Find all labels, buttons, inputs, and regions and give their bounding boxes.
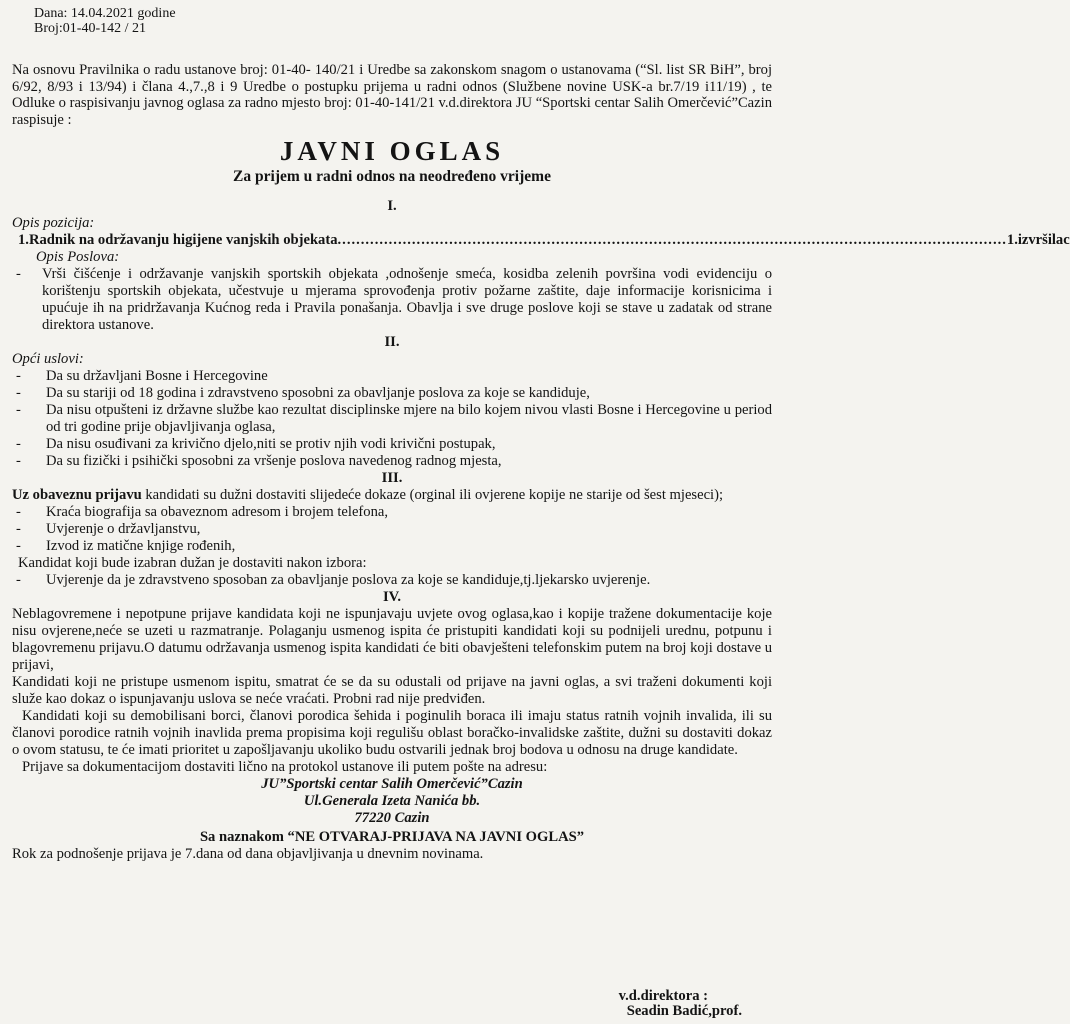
bullet-dash: - bbox=[16, 266, 21, 282]
list-item: - Da nisu osuđivani za krivično djelo,niti se protiv njih vodi krivični postupak, bbox=[12, 436, 772, 453]
intro-paragraph: Na osnovu Pravilnika o radu ustanove broj: 01-40- 140/21 i Uredbe sa zakonskom snagom o ustanovama (“Sl. list SR BiH”, broj 6/92, 8/93 i 13/94) i člana 4.,7.,8 i 9 Uredbe o postupku prijema u radni odnos (Službene novine USK-a br.7/19 i11/19) , te Odluke o raspisivanju javnog oglasa za radno mjesto broj: 01-40-141/21 v.d.direktora JU “Sportski centar Salih Omerčević”Cazin raspisuje : bbox=[12, 62, 772, 128]
position-name: Radnik na održavanju higijene vanjskih objekata bbox=[28, 232, 338, 248]
deadline-text: Rok za podnošenje prijava je 7.dana od dana objavljivanja u dnevnim novinama. bbox=[12, 846, 484, 862]
date-line: Dana: 14.04.2021 godine bbox=[34, 6, 176, 21]
list-item: - Da su državljani Bosne i Hercegovine bbox=[12, 368, 772, 385]
bullet-dash: - bbox=[16, 538, 21, 554]
bullet-dash: - bbox=[16, 521, 21, 537]
envelope-marking: Sa naznakom “NE OTVARAJ-PRIJAVA NA JAVNI OGLAS” bbox=[199, 829, 585, 845]
address-line-2: Ul.Generala Izeta Nanića bb. bbox=[303, 793, 481, 809]
list-item: - Da nisu otpušteni iz državne službe kao rezultat disciplinske mjere na bilo kojem nivou vlasti Bosne i Hercegovine u period od tri godine prije objavljivanja oglasa, bbox=[12, 402, 772, 436]
list-item: - Uvjerenje da je zdravstveno sposoban za obavljanje poslova za koje se kandiduje,tj.ljekarsko uvjerenje. bbox=[12, 572, 772, 589]
list-item: - Uvjerenje o državljanstvu, bbox=[12, 521, 772, 538]
section-4-heading: IV. bbox=[383, 589, 401, 605]
paragraph-delivery: Prijave sa dokumentacijom dostaviti lično na protokol ustanove ili putem pošte na adresu: bbox=[22, 759, 548, 775]
position-row bbox=[12, 232, 1070, 249]
documents-list bbox=[12, 504, 772, 555]
paragraph-applications: Neblagovremene i nepotpune prijave kandidata koji ne ispunjavaju uvjete ovog oglasa,kao i kopije tražene dokumentacije koje nisu ovjerene,neće se uzeti u razmatranje. Polaganju usmenog ispita će pristupiti kandidati koji su podnijeli urednu, potpunu i blagovremenu prijavu.O datumu održavanja usmenog ispita kandidati će biti obavješteni telefonskim putem na broj koji dostave u prijavi, bbox=[12, 606, 772, 673]
position-number: 1. bbox=[18, 232, 29, 248]
duties-label: Opis Poslova: bbox=[36, 249, 120, 265]
list-item: - Da su stariji od 18 godina i zdravstveno sposobni za obavljanje poslova za koje se kandiduje, bbox=[12, 385, 772, 402]
section-1-heading: I. bbox=[387, 198, 397, 214]
signature-role: v.d.direktora : bbox=[618, 988, 708, 1004]
general-conditions-label: Opći uslovi: bbox=[12, 351, 84, 367]
positions-label: Opis pozicija: bbox=[12, 215, 95, 231]
after-selection-list bbox=[12, 572, 772, 589]
duties-text: Vrši čišćenje i održavanje vanjskih sportskih objekata ,odnošenje smeća, kosidba zelenih površina vodi evidenciju o korištenju sportskih objekata, učestvuje u mjerama sprovođenja protiv požarne zaštite, daje informacije korisnicima i upućuje ih na pridržavanja Kućnog reda i Pravila ponašanja. Obavlja i sve druge poslove koji se stave u zadatak od strane direktora ustanove. bbox=[42, 266, 772, 333]
section-2-heading: II. bbox=[384, 334, 400, 350]
list-item: - Da su fizički i psihički sposobni za vršenje poslova navedenog radnog mjesta, bbox=[12, 453, 772, 470]
bullet-dash: - bbox=[16, 368, 21, 384]
general-conditions-list bbox=[12, 368, 772, 470]
bullet-dash: - bbox=[16, 402, 21, 418]
bullet-dash: - bbox=[16, 453, 21, 469]
bullet-dash: - bbox=[16, 385, 21, 401]
documents-lead bbox=[12, 487, 772, 504]
dot-leader: ................................................................................................................................................ bbox=[337, 232, 1007, 248]
address-line-3: 77220 Cazin bbox=[354, 810, 430, 826]
list-item: - Kraća biografija sa obaveznom adresom i brojem telefona, bbox=[12, 504, 772, 521]
document-title: JAVNI OGLAS bbox=[279, 136, 505, 166]
paragraph-oral-exam: Kandidati koji ne pristupe usmenom ispitu, smatrat će se da su odustali od prijave na javni oglas, a svi traženi dokumenti koji služe kao dokaz o ispunjavanju uslova se neće vraćati. Probni rad nije predviđen. bbox=[12, 674, 772, 707]
list-item: - Izvod iz matične knjige rođenih, bbox=[12, 538, 772, 555]
bullet-dash: - bbox=[16, 572, 21, 588]
address-line-1: JU”Sportski centar Salih Omerčević”Cazin bbox=[261, 776, 523, 792]
section-3-heading: III. bbox=[381, 470, 403, 486]
document-subtitle: Za prijem u radni odnos na neodređeno vrijeme bbox=[233, 168, 551, 185]
paragraph-priority: Kandidati koji su demobilisani borci, članovi porodica šehida i poginulih boraca ili imaju status ratnih vojnih invalida, ili su članovi porodice ratnih vojnih inavlida prema propisima koji regulišu oblast boračko-invalidske zaštite, dužni su dostaviti dokaz o ovom statusu, te će imati prioritet u zapošljavanju ukoliko budu ostvarili jednak broj bodova u odnosu na druge kandidate. bbox=[12, 708, 772, 758]
signature-name: Seadin Badić,prof. bbox=[626, 1003, 742, 1019]
position-count: 1.izvršilac bbox=[1006, 232, 1070, 248]
number-line: Broj:01-40-142 / 21 bbox=[34, 21, 146, 36]
bullet-dash: - bbox=[16, 504, 21, 520]
documents-lead-rest: kandidati su dužni dostaviti slijedeće dokaze (orginal ili ovjerene kopije ne starije od šest mjeseci); bbox=[141, 487, 724, 503]
documents-lead-bold: Uz obaveznu prijavu bbox=[12, 487, 142, 503]
after-selection-label: Kandidat koji bude izabran dužan je dostaviti nakon izbora: bbox=[18, 555, 367, 571]
duties-item bbox=[12, 266, 772, 334]
bullet-dash: - bbox=[16, 436, 21, 452]
